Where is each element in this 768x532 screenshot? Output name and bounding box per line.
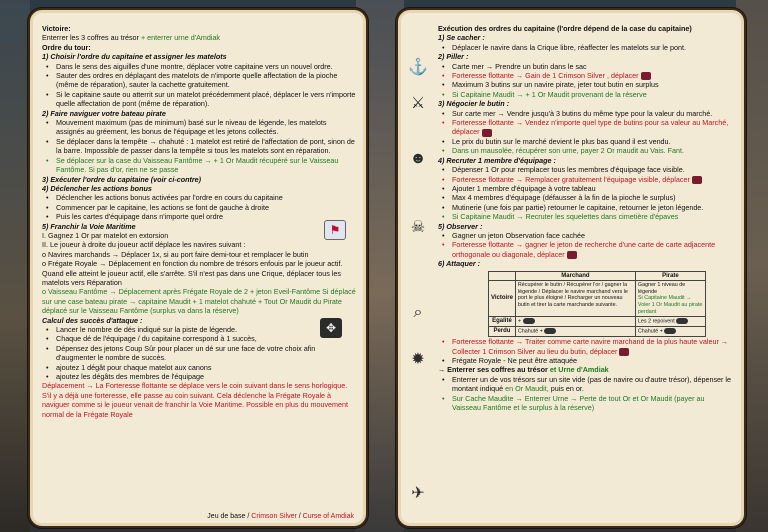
section-1-title: 1) Choisir l'ordre du capitaine et assigner les matelots <box>42 52 227 62</box>
section-4-item: • Déclencher les actions bonus activées par l'ordre en cours du capitaine <box>42 193 356 202</box>
order-6-title: 6) Attaquer : <box>438 259 481 269</box>
attack-row-victory: Victoire <box>489 281 516 317</box>
fortress-icon <box>641 72 651 80</box>
order-3-green: • Dans un mausolée, récupérer son urne, payer 2 Or maudit au Vais. Fant. <box>438 146 734 155</box>
order-6-item: • Frégate Royale - Ne peut être attaquée <box>438 356 734 365</box>
order-6-red: • Forteresse flottante → Traiter comme carte navire marchand de la plus haute valeur → Collecter 1 Crimson Silver au lieu du butin, déplacer <box>438 337 734 356</box>
turn-order-title: Ordre du tour: <box>42 42 91 52</box>
order-4-red: • Forteresse flottante → Remplacer gratuitement l'équipage visible, déplacer <box>438 175 734 184</box>
section-5-title: 5) Franchir la Voie Maritime <box>42 221 136 231</box>
fortress-icon <box>567 251 577 259</box>
order-4-item: • Ajouter 1 membre d'équipage à votre tableau <box>438 184 734 193</box>
footer-credits: Jeu de base / Crimson Silver / Curse of Amdiak <box>207 513 354 520</box>
section-4-item: • Commencer par le capitaine, les actions se font de gauche à droite <box>42 203 356 212</box>
order-4-green: • Si Capitaine Maudit → Recruter les squelettes dans cimetière d'épaves <box>438 212 734 221</box>
background-left <box>0 0 30 532</box>
attack-row-tie: Egalité <box>489 317 516 327</box>
spyglass-icon: ⌕ <box>413 304 423 321</box>
order-2-green: • Si Capitaine Maudit → + 1 Or Maudit provenant de la réserve <box>438 90 734 99</box>
attack-victory-pirate: Gagner 1 niveau de légende Si Capitaine Maudit → Voler 1 Or Maudit au pirate perdant <box>635 281 705 317</box>
section-5-line: I. Gagnez 1 Or par matelot en extorsion <box>42 230 169 240</box>
order-3-item: • Sur carte mer → Vendre jusqu'à 3 butins du même type pour la valeur du marché. <box>438 109 734 118</box>
victory-line: Enterrer les 3 coffres au trésor + enterrer urne d'Amdiak <box>42 33 221 43</box>
attack-table <box>488 271 706 338</box>
order-5-item: • Gagner un jeton Observation face cachée <box>438 231 734 240</box>
rules-card-left <box>28 8 368 528</box>
attack-tie-merchant: + <box>515 317 635 327</box>
order-2-item: • Maximum 3 butins sur un navire pirate, jeter tout butin en surplus <box>438 80 734 89</box>
section-4-title: 4) Déclencher les actions bonus <box>42 183 152 193</box>
calc-item: • ajoutez les dégâts des membres de l'équipage <box>42 372 356 381</box>
map-marker-icon: ⚑ <box>324 220 346 240</box>
attack-lost-pirate: Chahuté + <box>635 327 705 337</box>
crossed-swords-icon: ⚔ <box>410 95 426 112</box>
order-5-title: 5) Observer : <box>438 221 483 231</box>
order-4-title: 4) Recruter 1 membre d'équipage : <box>438 155 556 165</box>
attack-header-merchant: Marchand <box>515 271 635 281</box>
floating-fortress-move: Déplacement → La Forteresse flottante se déplace vers le coin suivant dans le sens horlogique. S'il y a déjà une forteresse, elle passe au coin suivant. Cela déclenche la Frégate Royale à naviguer comme si le joueur venait de franchir la Voie Maritime. Possible en plus du mouvement normal de la Frégate Royale <box>42 381 349 419</box>
calc-item: • Dépensez des jetons Coup Sûr pour placer un dé sur une face de votre choix afin d'augmenter le nombre de succès. <box>42 344 356 363</box>
section-2-item: • Se déplacer dans la tempête → chahuté : 1 matelot est retiré de l'affectation de pont, sinon de la barre. Impossible de passer dans la tempête si tous les matelots sont en réparation. <box>42 137 356 156</box>
victory-title: Victoire: <box>42 24 71 33</box>
cannon-icon <box>664 328 676 334</box>
order-7-item: • Enterrer un de vos trésors sur un site vide (pas de navire ou d'autre trésor), dépenser le montant indiqué en Or Maudit, puis en or. <box>438 375 734 394</box>
calc-item: • ajoutez 1 dégât pour chaque matelot aux canons <box>42 363 356 372</box>
section-4-item: • Puis les cartes d'équipage dans n'importe quel ordre <box>42 212 356 221</box>
attack-tie-pirate: Les 2 repoivent <box>635 317 705 327</box>
section-2-title: 2) Faire naviguer votre bateau pirate <box>42 108 166 118</box>
merchant-icon: ☻ <box>409 150 427 167</box>
section-2-item: • Mouvement maximum (pas de minimum) basé sur le niveau de légende, les matelots assignés au gréement, les bonus de l'équipage et les jetons collectés. <box>42 118 356 137</box>
order-1-title: 1) Se cacher : <box>438 33 485 43</box>
calc-item: • Chaque dé de l'équipage / du capitaine correspond à 1 succès, <box>42 334 356 343</box>
order-5-red: • Forteresse flottante → gagner le jeton de recherche d'une carte de carte adjacente orthogonale ou diagonale, déplacer <box>438 240 734 259</box>
order-7-green: • Sur Cache Maudite → Enterrer Urne → Perte de tout Or et Or Maudit (payer au Vaisseau Fantôme et le surplus à la réserve) <box>438 394 734 413</box>
calc-item: • Lancer le nombre de dés indiqué sur la piste de légende. <box>42 325 356 334</box>
calc-title: Calcul des succès d'attaque : <box>42 315 143 325</box>
section-5-line: o Navires marchands → Déplacer 1x, si au port faire demi-tour et remplacer le butin <box>42 249 309 259</box>
section-1-item: • Sauter des ordres en déplaçant des matelots de n'importe quelle affectation de la pioche (même de réparation), sauter la cachette gratuitement. <box>42 71 356 90</box>
order-7-title: → Enterrer ses coffres au trésor et Urne d'Amdiak <box>438 365 609 375</box>
attack-lost-merchant: Chahuté + <box>515 327 635 337</box>
fortress-icon <box>482 129 492 137</box>
attack-row-lost: Perdu <box>489 327 516 337</box>
order-4-item: • Mutinerie (une fois par partie) retourner le capitaine, retourner le jeton légende. <box>438 203 734 212</box>
sure-hit-icon: ✥ <box>320 318 342 338</box>
orders-title: Exécution des ordres du capitaine (l'ordre dépend de la case du capitaine) <box>438 24 692 33</box>
order-3-red: • Forteresse flottante → Vendez n'importe quel type de butins pour sa valeur au Marché, déplacer <box>438 118 734 137</box>
section-5-green: o Vaisseau Fantôme → Déplacement après Frégate Royale de 2 + jeton Eveil-Fantôme Si déplacé sur une case bateau pirate → capitaine Maudit + 1 matelot chahuté + Tout Or Maudit du Pirate déplacé sur le Vaisseau Fantôme (surplus va dans la réserve) <box>42 287 356 316</box>
cannon-icon <box>544 328 556 334</box>
section-1-item: • Si le capitaine saute ou atterrit sur un matelot précédemment placé, déplacer le vers n'importe quelle affectation de pont (même de réparation). <box>42 90 356 109</box>
section-1-item: • Dans le sens des aiguilles d'une montre, déplacer votre capitaine vers un nouvel ordre. <box>42 62 356 71</box>
section-2-green-item: • Se déplacer sur la case du Vaisseau Fantôme → + 1 Or Maudit récupéré sur le Vaisseau Fantôme. Si pas d'or, rien ne se passe <box>42 156 356 175</box>
fortress-icon <box>619 348 629 356</box>
cannon-icon: ✹ <box>411 351 425 368</box>
section-3-title: 3) Exécuter l'ordre du capitaine (voir ci-contre) <box>42 174 202 184</box>
order-3-title: 3) Négocier le butin : <box>438 99 510 109</box>
pirate-crew-icon: ☠ <box>410 219 426 236</box>
order-4-item: • Dépenser 1 Or pour remplacer tous les membres d'équipage face visible. <box>438 165 734 174</box>
cannon-icon <box>676 318 688 324</box>
section-5-line: o Frégate Royale → Déplacement en fonction du nombre de trésors enfouis par le joueur actif. Quand elle atteint le joueur actif, elle s'arrête. S'il n'est pas dans une Crique, déplacer tous les matelots vers Réparation <box>42 259 343 287</box>
order-2-title: 2) Piller : <box>438 52 469 62</box>
fortress-icon <box>692 176 702 184</box>
order-2-red: • Forteresse flottante → Gain de 1 Crimson Silver , déplacer <box>438 71 734 80</box>
rules-card-right <box>396 8 746 528</box>
treasure-map-icon: ✈ <box>411 485 425 502</box>
attack-header-pirate: Pirate <box>635 271 705 281</box>
order-3-item: • Le prix du butin sur le marché devient le plus bas quand il est vendu. <box>438 137 734 146</box>
attack-victory-merchant: Récupérer le butin / Récupérer l'or / gagner la légende / Déplacer le navire marchand vers le port le plus éloigné / Recharger un nouveau butin et tirer la carte marchande suivante. <box>515 281 635 317</box>
order-4-item: • Max 4 membres d'équipage (défausser à la fin de la pioche le surplus) <box>438 193 734 202</box>
order-1-item: • Déplacer le navire dans la Crique libre, réaffecter les matelots sur le pont. <box>438 43 734 52</box>
anchor-icon: ⚓ <box>408 59 428 76</box>
order-2-item: • Carte mer → Prendre un butin dans le sac <box>438 62 734 71</box>
section-5-line: II. Le joueur à droite du joueur actif déplace les navires suivant : <box>42 240 246 250</box>
cannon-icon <box>523 318 535 324</box>
